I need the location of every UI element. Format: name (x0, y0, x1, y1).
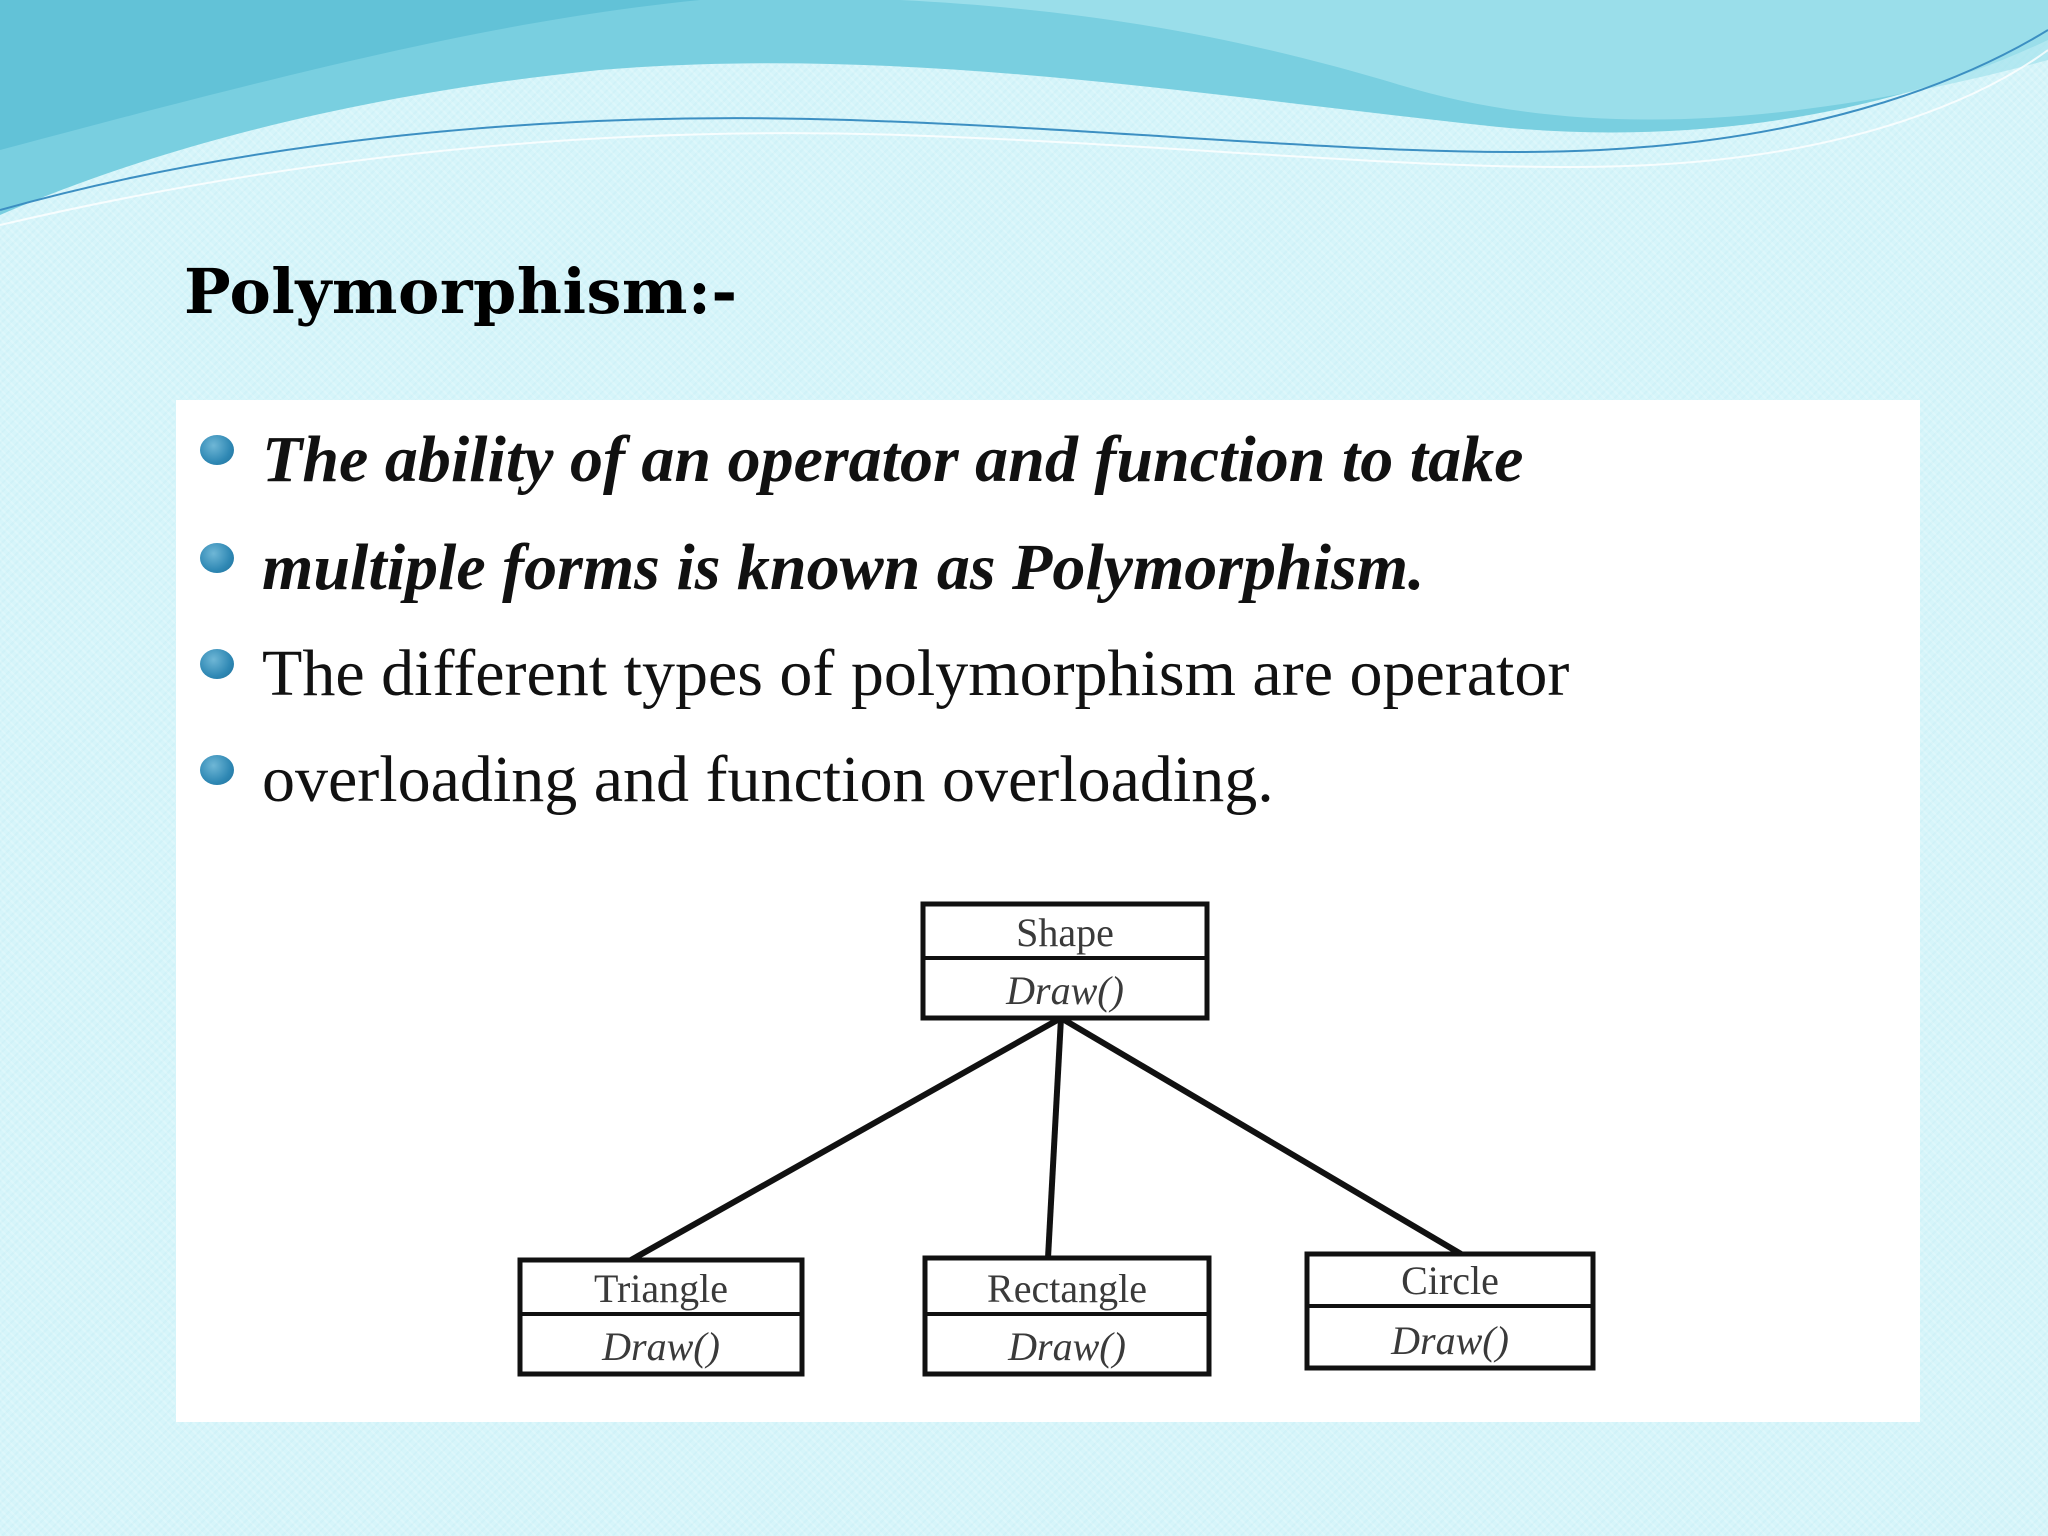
class-method: Draw() (1008, 1324, 1126, 1369)
class-name: Shape (1016, 910, 1114, 955)
class-box-child (1307, 1254, 1593, 1368)
header-wave-decoration (0, 0, 2048, 240)
class-hierarchy-diagram (176, 400, 1920, 1422)
class-method: Draw() (1006, 968, 1124, 1013)
class-box-child (925, 1258, 1209, 1374)
class-name: Circle (1401, 1258, 1499, 1303)
bullet-text: multiple forms is known as Polymorphism. (262, 531, 1425, 604)
inheritance-connector (1061, 1018, 1461, 1254)
content-panel (176, 400, 1920, 1422)
class-name: Rectangle (987, 1266, 1147, 1311)
class-box-parent (923, 904, 1207, 1018)
bullet-text: The different types of polymorphism are operator (262, 637, 1570, 710)
slide-title: Polymorphism:- (184, 255, 738, 328)
class-method: Draw() (602, 1324, 720, 1369)
inheritance-connector (1048, 1018, 1061, 1258)
inheritance-connector (631, 1018, 1061, 1260)
bullet-text: overloading and function overloading. (262, 743, 1274, 816)
class-method: Draw() (1391, 1318, 1509, 1363)
bullet-text: The ability of an operator and function to take (262, 423, 1524, 496)
class-box-child (520, 1260, 802, 1374)
class-name: Triangle (593, 1266, 729, 1311)
